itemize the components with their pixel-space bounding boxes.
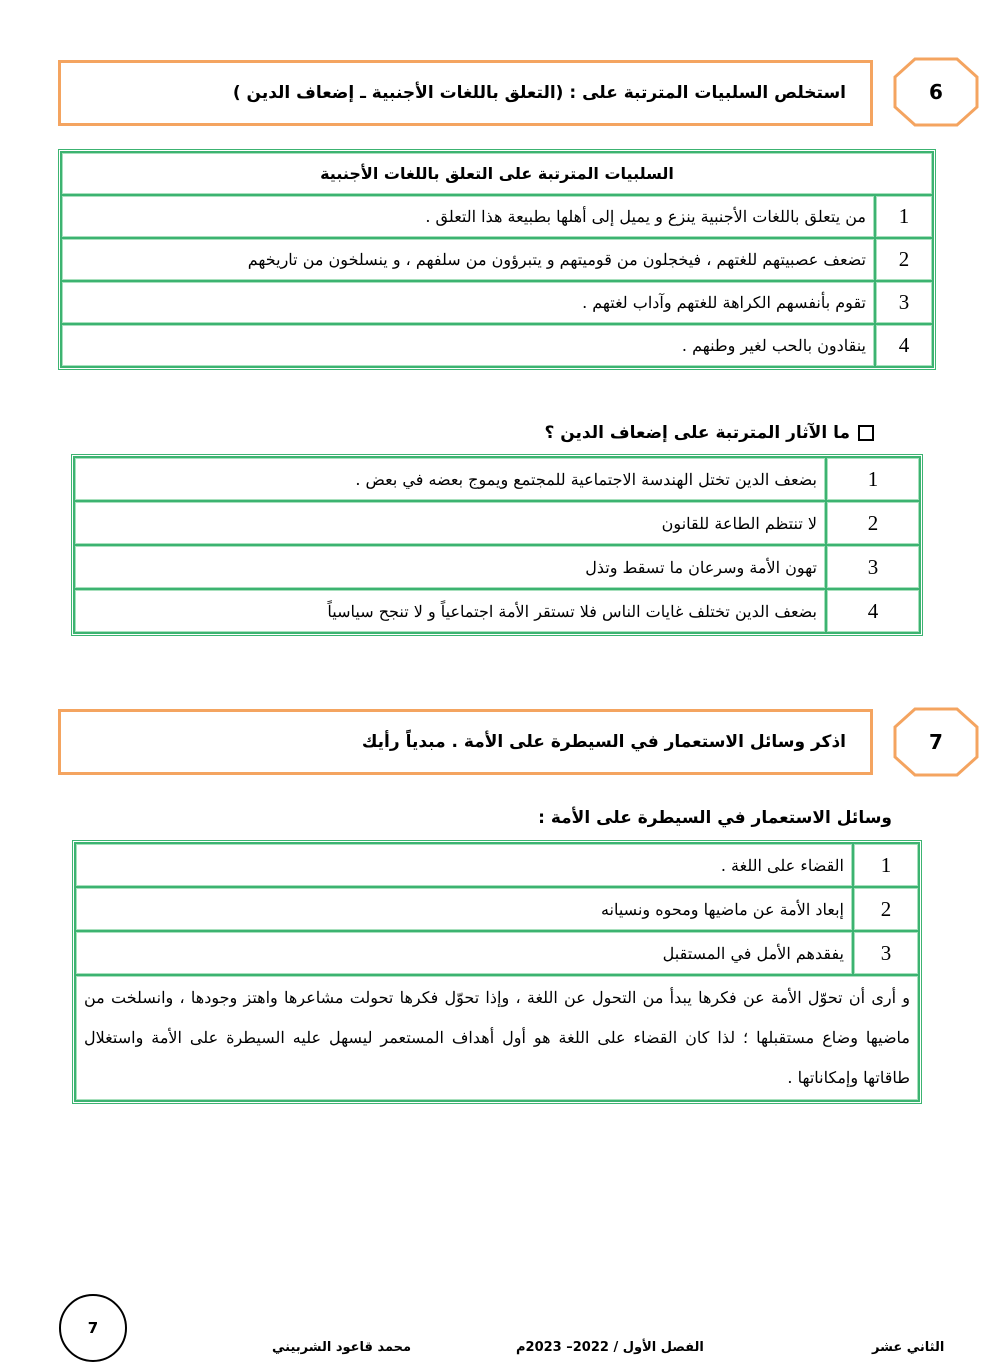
table-row [74, 501, 920, 545]
table-row [61, 324, 933, 367]
q6-number: 6 [929, 80, 943, 104]
row-text: إبعاد الأمة عن ماضيها ومحوه ونسيانه [75, 887, 853, 931]
row-number: 3 [875, 281, 933, 324]
row-text: ينقادون بالحب لغير وطنهم . [61, 324, 875, 367]
footer-term: الفصل الأول / 2022– 2023م [516, 1340, 704, 1355]
table-row [74, 457, 920, 501]
table-row [75, 931, 919, 975]
row-number: 3 [853, 931, 919, 975]
q7-number: 7 [929, 730, 943, 754]
row-number: 2 [826, 501, 920, 545]
row-text: بضعف الدين تختل الهندسة الاجتماعية للمجتمع ويموج بعضه في بعض . [74, 457, 826, 501]
q6-table-header: السلبيات المترتبة على التعلق باللغات الأجنبية [61, 152, 933, 195]
q7-opinion: و أرى أن تحوّل الأمة عن فكرها يبدأ من التحول عن اللغة ، وإذا تحوّل فكرها تحولت مشاعرها واهتز وجودها ، وانسلخت من ماضيها وضاع مستقبلها ؛ لذا كان القضاء على اللغة هو أول أهداف المستعمر ليسهل عليه السيطرة على الأمة واستغلال طاقاتها وإمكاناتها . [75, 975, 919, 1101]
row-number: 1 [853, 843, 919, 887]
q6-sub-heading: ما الآثار المترتبة على إضعاف الدين ؟ [544, 423, 874, 443]
row-text: تضعف عصبيتهم للغتهم ، فيخجلون من قوميتهم و يتبرؤون من سلفهم ، و ينسلخون من تاريخهم [61, 238, 875, 281]
row-number: 4 [875, 324, 933, 367]
row-text: تقوم بأنفسهم الكراهة للغتهم وآداب لغتهم . [61, 281, 875, 324]
row-text: لا تنتظم الطاعة للقانون [74, 501, 826, 545]
q7-number-badge [893, 707, 979, 777]
q7-methods-table [72, 840, 922, 1104]
row-text: يفقدهم الأمل في المستقبل [75, 931, 853, 975]
table-row [74, 589, 920, 633]
table-row [75, 843, 919, 887]
q6-prompt-box [58, 60, 873, 126]
row-text: القضاء على اللغة . [75, 843, 853, 887]
row-text: تهون الأمة وسرعان ما تسقط وتذل [74, 545, 826, 589]
row-text: بضعف الدين تختلف غايات الناس فلا تستقر الأمة اجتماعياً و لا تنجح سياسياً [74, 589, 826, 633]
table-row [75, 975, 919, 1101]
table-row [61, 238, 933, 281]
q6-effects-table [71, 454, 923, 636]
table-row [61, 281, 933, 324]
row-text: من يتعلق باللغات الأجنبية ينزع و يميل إلى أهلها بطبيعة هذا التعلق . [61, 195, 875, 238]
table-row [61, 195, 933, 238]
table-row [75, 887, 919, 931]
q7-heading: وسائل الاستعمار في السيطرة على الأمة : [538, 808, 892, 828]
q6-negatives-table [58, 149, 936, 370]
q7-prompt: اذكر وسائل الاستعمار في السيطرة على الأمة . مبدياً رأيك [361, 732, 846, 752]
q7-prompt-box [58, 709, 873, 775]
row-number: 2 [853, 887, 919, 931]
q6-prompt: استخلص السلبيات المترتبة على : (التعلق باللغات الأجنبية ـ إضعاف الدين ) [232, 83, 846, 103]
page-number: 7 [87, 1319, 99, 1337]
table-row [74, 545, 920, 589]
row-number: 2 [875, 238, 933, 281]
row-number: 1 [826, 457, 920, 501]
row-number: 1 [875, 195, 933, 238]
footer-grade: الثاني عشر [872, 1340, 945, 1355]
checkbox-square-icon [858, 425, 874, 441]
row-number: 4 [826, 589, 920, 633]
row-number: 3 [826, 545, 920, 589]
page-number-circle [59, 1294, 127, 1362]
q6-number-badge [893, 57, 979, 127]
footer-author: محمد قاعود الشربيني [272, 1340, 412, 1355]
